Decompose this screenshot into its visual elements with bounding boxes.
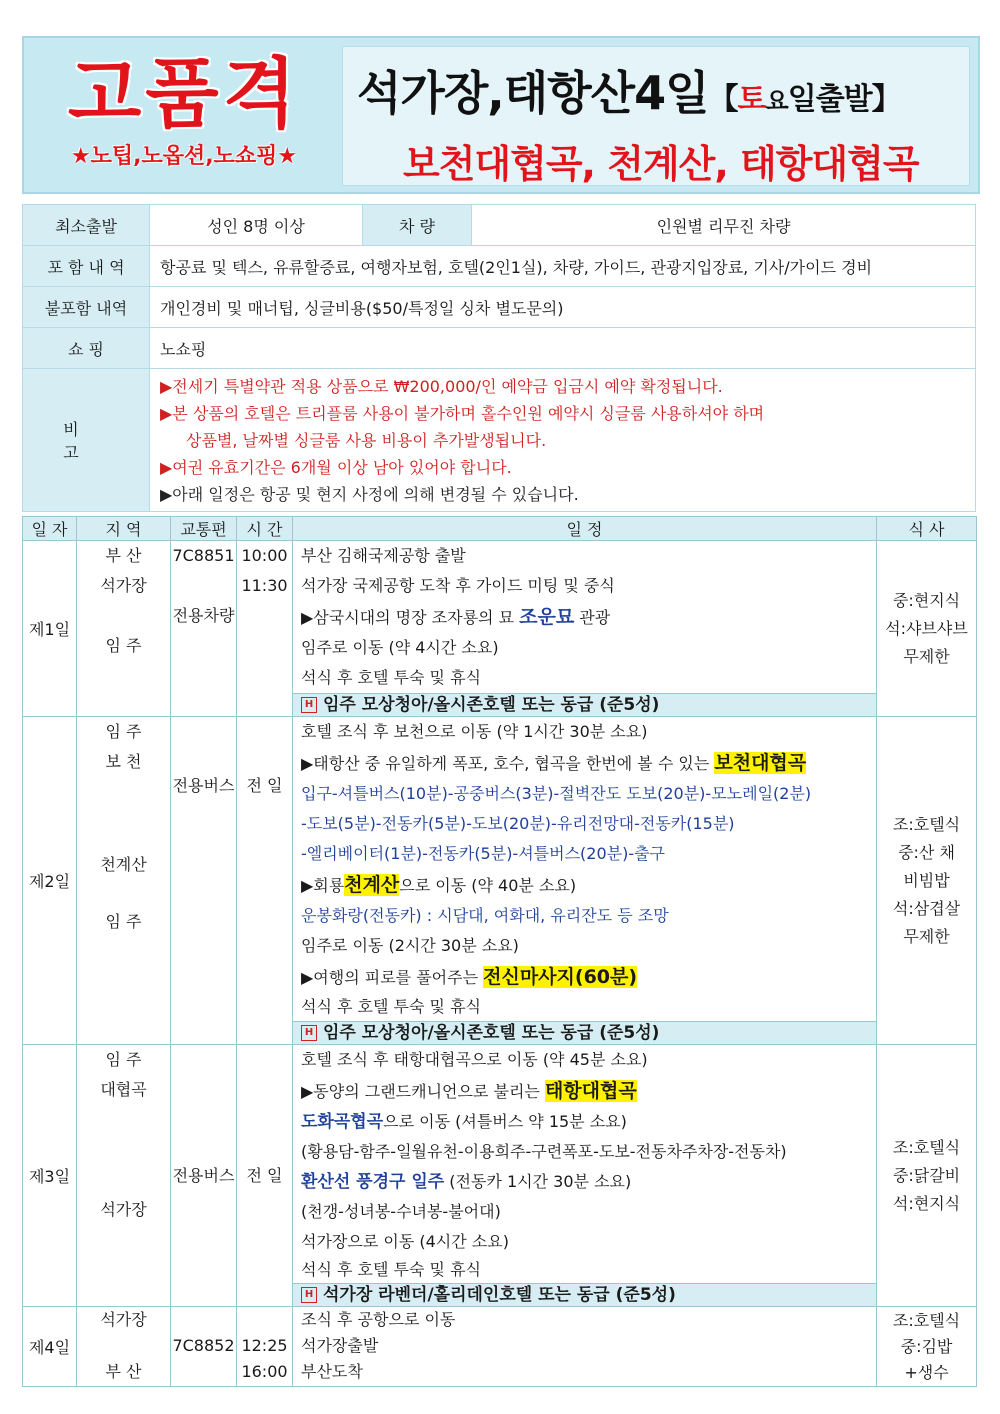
meal: 석:샤브샤브	[885, 618, 968, 638]
meal: 조:호텔식	[892, 1137, 961, 1157]
title-to: 토	[737, 82, 766, 117]
time-cell	[237, 1045, 293, 1307]
region	[77, 1333, 170, 1359]
page-title	[357, 57, 901, 123]
itinerary-cell	[293, 717, 877, 1045]
meal: 무제한	[903, 646, 950, 666]
hotel-line	[293, 1021, 876, 1044]
itinerary-line	[293, 747, 876, 779]
time: 16:00	[241, 1362, 288, 1381]
excluded-label: 불포함 내역	[23, 287, 150, 328]
itinerary-line: 석가장출발	[301, 1336, 379, 1355]
itinerary-line: 호텔 조식 후 태항대협곡으로 이동 (약 45분 소요)	[301, 1050, 648, 1069]
itinerary-line: -도보(5분)-전동카(5분)-도보(20분)-유리전망대-전동카(15분)	[301, 814, 735, 833]
region	[77, 601, 170, 631]
transport: 전용버스	[172, 775, 235, 795]
line-text: ▶여행의 피로를 풀어주는	[301, 968, 484, 987]
meal: 무제한	[903, 926, 950, 946]
note-item: ▶본 상품의 호텔은 트리플룸 사용이 불가하며 홀수인원 예약시 싱글룸 사용하셔야 하며	[160, 403, 765, 423]
itinerary-line: 석식 후 호텔 투숙 및 휴식	[301, 668, 481, 687]
line-text: ▶동양의 그랜드캐니언으로 불리는	[301, 1082, 545, 1101]
transport-cell	[171, 541, 237, 717]
transport-cell	[171, 1307, 237, 1387]
meal-cell	[877, 717, 977, 1045]
hotel-icon: H	[301, 1287, 317, 1303]
title-main: 석가장,태항산4일	[357, 66, 709, 120]
itinerary-line	[293, 601, 876, 633]
title-box	[342, 46, 970, 186]
region-cell	[77, 541, 171, 717]
itinerary-line: 석식 후 호텔 투숙 및 휴식	[301, 1260, 481, 1279]
meal-cell	[877, 1307, 977, 1387]
page-subtitle: 보천대협곡, 천계산, 태항대협곡	[403, 142, 919, 186]
day-label: 제4일	[23, 1307, 77, 1387]
header-meal: 식 사	[877, 517, 977, 541]
time	[237, 1307, 292, 1333]
meal: +생수	[904, 1362, 949, 1382]
meal: 조:호텔식	[892, 814, 961, 834]
meal: 조:호텔식	[892, 1310, 961, 1330]
day3-row	[23, 1045, 977, 1307]
itinerary-line: 석가장으로 이동 (4시간 소요)	[301, 1232, 509, 1251]
region: 보 천	[105, 752, 142, 771]
day-label: 제1일	[23, 541, 77, 717]
hotel-name: 석가장 라벤더/홀리데인호텔 또는 동급 (준5성)	[323, 1285, 676, 1305]
info-table	[22, 204, 976, 512]
day1-row	[23, 541, 977, 717]
day-label: 제3일	[23, 1045, 77, 1307]
line-text: ▶태항산 중 유일하게 폭포, 호수, 협곡을 한번에 볼 수 있는	[301, 754, 715, 773]
region: 부 산	[105, 546, 142, 565]
title-yo: 요	[765, 87, 788, 115]
highlight-place: 조운묘	[519, 606, 575, 628]
schedule-table	[22, 516, 977, 1387]
shopping-value: 노쇼핑	[150, 328, 976, 369]
transport	[171, 1307, 236, 1333]
region: 석가장	[100, 1310, 147, 1329]
day4-row	[23, 1307, 977, 1387]
hotel-icon: H	[301, 697, 317, 713]
region: 임 주	[105, 1050, 142, 1069]
itinerary-line: 임주로 이동 (2시간 30분 소요)	[301, 936, 519, 955]
header-transport: 교통편	[171, 517, 237, 541]
highlight-place: 도화곡협곡	[301, 1112, 384, 1132]
itinerary-line: 부산 김해국제공항 출발	[301, 546, 466, 565]
transport-cell	[171, 1045, 237, 1307]
transport: 전용차량	[172, 606, 235, 625]
header-region: 지 역	[77, 517, 171, 541]
itinerary-line	[293, 1107, 876, 1137]
title-rest: 일출발	[787, 82, 872, 117]
meal-cell	[877, 541, 977, 717]
meal: 중:김밥	[900, 1336, 953, 1356]
header-time: 시 간	[237, 517, 293, 541]
line-text: 으로 이동 (셔틀버스 약 15분 소요)	[383, 1112, 627, 1131]
time: 전 일	[246, 1165, 283, 1185]
region: 부 산	[105, 1362, 142, 1381]
flight-number: 7C8851	[172, 546, 235, 565]
shopping-label: 쇼 핑	[23, 328, 150, 369]
itinerary-cell	[293, 541, 877, 717]
note-item: ▶여권 유효기간은 6개월 이상 남아 있어야 합니다.	[160, 457, 512, 477]
itinerary-line	[293, 1167, 876, 1197]
header-date: 일 자	[23, 517, 77, 541]
itinerary-line: 운봉화랑(전동카) : 시담대, 여화대, 유리잔도 등 조망	[301, 906, 669, 925]
vehicle-label: 차 량	[363, 205, 472, 246]
line-text: (전동카 1시간 30분 소요)	[444, 1172, 632, 1191]
title-banner	[22, 36, 980, 194]
time: 12:25	[241, 1336, 288, 1355]
highlight-place: 천계산	[344, 874, 400, 896]
line-text: ▶회룡	[301, 876, 345, 895]
included-value: 항공료 및 텍스, 유류할증료, 여행자보험, 호텔(2인1실), 차량, 가이드, 관광지입장료, 기사/가이드 경비	[150, 246, 976, 287]
meal: 석:현지식	[892, 1193, 961, 1213]
itinerary-line: -엘리베이터(1분)-전동카(5분)-셔틀버스(20분)-출구	[301, 844, 666, 863]
brand-logo	[34, 46, 334, 186]
hotel-name: 임주 모상청아/올시존호텔 또는 동급 (준5성)	[323, 1023, 660, 1043]
excluded-value: 개인경비 및 매너팁, 싱글비용($50/특정일 싱차 별도문의)	[150, 287, 976, 328]
region: 임 주	[105, 722, 142, 741]
hotel-line	[293, 693, 876, 716]
time: 10:00	[241, 546, 288, 565]
note-item: 상품별, 날짜별 싱글룸 사용 비용이 추가발생됩니다.	[186, 430, 547, 450]
itinerary-line: 조식 후 공항으로 이동	[301, 1310, 456, 1329]
itinerary-line	[293, 961, 876, 993]
title-bracket-open: 【	[708, 82, 738, 117]
transport	[171, 1359, 236, 1385]
region-cell	[77, 1307, 171, 1387]
itinerary-line: 석식 후 호텔 투숙 및 휴식	[301, 997, 481, 1016]
transport: 전용버스	[172, 1165, 235, 1185]
time-cell	[237, 717, 293, 1045]
itinerary-line	[293, 869, 876, 901]
meal: 비빔밥	[903, 870, 950, 890]
line-text: 관광	[574, 608, 611, 627]
hotel-icon: H	[301, 1025, 317, 1041]
day-label: 제2일	[23, 717, 77, 1045]
highlight-place: 환산선 풍경구 일주	[301, 1172, 445, 1192]
itinerary-cell	[293, 1307, 877, 1387]
min-departure-value: 성인 8명 이상	[150, 205, 363, 246]
region: 석가장	[100, 1200, 147, 1219]
min-departure-label: 최소출발	[23, 205, 150, 246]
meal: 중:닭갈비	[892, 1165, 961, 1185]
included-label: 포 함 내 역	[23, 246, 150, 287]
meal: 중:산 채	[898, 842, 955, 862]
notes-label: 비 고	[23, 369, 150, 512]
itinerary-line: 임주로 이동 (약 4시간 소요)	[301, 638, 499, 657]
notes-block	[150, 369, 976, 512]
time: 전 일	[246, 775, 283, 795]
highlight-activity: 전신마사지(60분)	[483, 966, 638, 988]
note-item: ▶아래 일정은 항공 및 현지 사정에 의해 변경될 수 있습니다.	[160, 484, 579, 504]
region: 대협곡	[100, 1080, 147, 1099]
itinerary-line: 입구-셔틀버스(10분)-공중버스(3분)-절벽잔도 도보(20분)-모노레일(2분)	[301, 784, 812, 803]
hotel-name: 임주 모상청아/올시존호텔 또는 동급 (준5성)	[323, 695, 660, 715]
itinerary-line: (황용담-함주-일월유천-이용희주-구련폭포-도보-전동차주차장-전동차)	[301, 1142, 787, 1161]
header-itinerary: 일 정	[293, 517, 877, 541]
transport	[171, 571, 236, 601]
day2-row	[23, 717, 977, 1045]
hotel-line	[293, 1283, 876, 1306]
highlight-place: 태항대협곡	[544, 1080, 637, 1102]
region-cell	[77, 717, 171, 1045]
highlight-place: 보천대협곡	[714, 752, 807, 774]
meal: 중:현지식	[892, 590, 961, 610]
note-item: ▶전세기 특별약관 적용 상품으로 ₩200,000/인 예약금 입금시 예약 확정됩니다.	[160, 376, 723, 396]
time-cell	[237, 1307, 293, 1387]
itinerary-line: (천갱-성녀봉-수녀봉-불어대)	[301, 1202, 501, 1221]
region: 천계산	[100, 855, 147, 874]
region: 임 주	[105, 636, 142, 655]
logo-subtext: ★노팁,노옵션,노쇼핑★	[70, 144, 298, 169]
time-cell	[237, 541, 293, 717]
region: 임 주	[105, 912, 142, 931]
itinerary-line: 호텔 조식 후 보천으로 이동 (약 1시간 30분 소요)	[301, 722, 648, 741]
itinerary-line: 부산도착	[301, 1362, 363, 1381]
region-cell	[77, 1045, 171, 1307]
region: 석가장	[100, 576, 147, 595]
title-bracket-close: 】	[871, 82, 901, 117]
itinerary-line: 석가장 국제공항 도착 후 가이드 미팅 및 중식	[301, 576, 615, 595]
meal: 석:삼겹살	[892, 898, 961, 918]
itinerary-line	[293, 1075, 876, 1107]
vehicle-value: 인원별 리무진 차량	[472, 205, 976, 246]
line-text: ▶삼국시대의 명장 조자룡의 묘	[301, 608, 520, 627]
itinerary-cell	[293, 1045, 877, 1307]
line-text: 으로 이동 (약 40분 소요)	[399, 876, 577, 895]
meal-cell	[877, 1045, 977, 1307]
time: 11:30	[241, 576, 288, 595]
logo-text: 고품격	[67, 49, 301, 138]
flight-number: 7C8852	[172, 1336, 235, 1355]
transport-cell	[171, 717, 237, 1045]
